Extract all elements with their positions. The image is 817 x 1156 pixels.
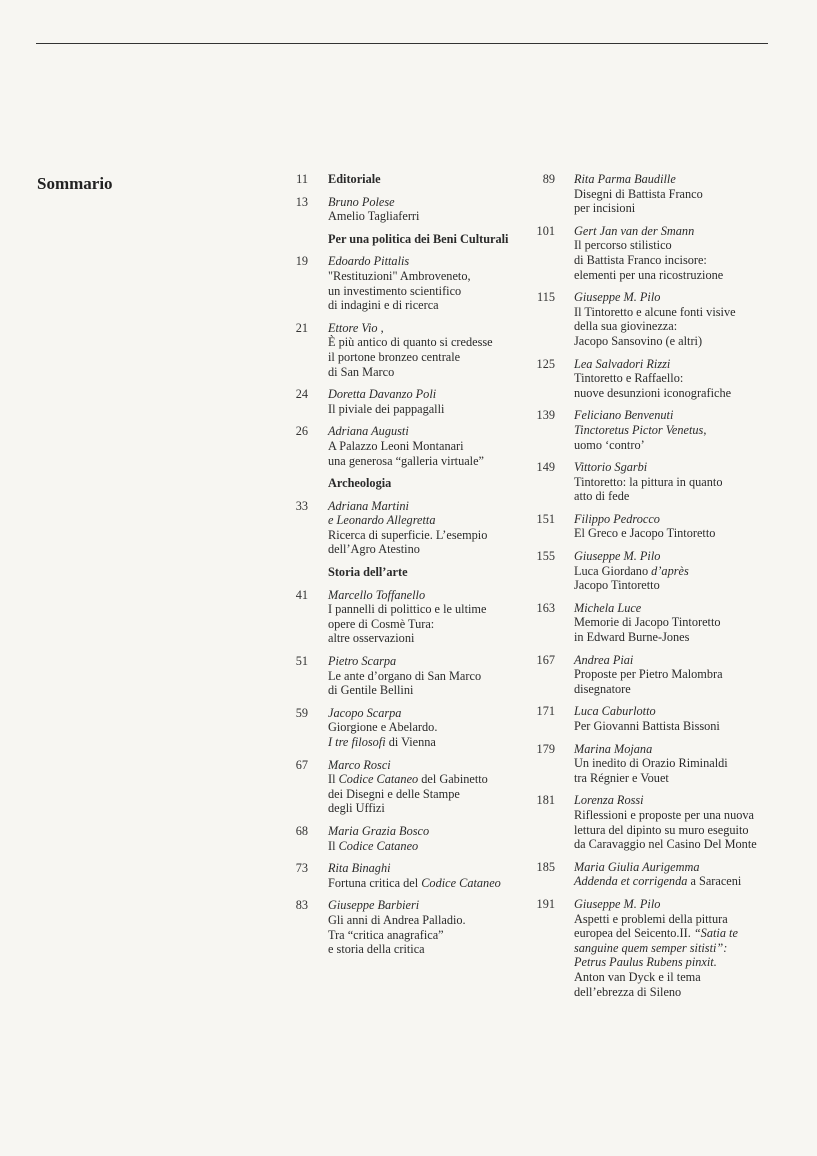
page-number: 149 bbox=[536, 460, 555, 475]
entry-title-line bbox=[328, 335, 522, 350]
entry-title-line bbox=[328, 942, 522, 957]
title-segment: Jacopo Sansovino (e altri) bbox=[574, 333, 703, 348]
title-segment: un investimento scientifico bbox=[328, 283, 462, 298]
title-segment: Il bbox=[328, 838, 339, 853]
entry-author: Adriana Martini bbox=[328, 498, 409, 513]
title-segment: del Gabinetto bbox=[418, 772, 488, 787]
page-number: 115 bbox=[537, 290, 555, 305]
entry-title-line bbox=[574, 837, 778, 852]
title-segment: per incisioni bbox=[574, 201, 636, 216]
toc-entry bbox=[528, 460, 778, 504]
title-segment: Fortuna critica del bbox=[328, 875, 422, 890]
toc-entry bbox=[528, 512, 778, 541]
toc-entry bbox=[528, 224, 778, 282]
page-number: 24 bbox=[295, 387, 308, 402]
title-segment: Tra “critica anagrafica” bbox=[328, 927, 444, 942]
title-segment: Jacopo Tintoretto bbox=[574, 578, 660, 593]
entry-title-line bbox=[574, 985, 778, 1000]
toc-entry bbox=[282, 758, 522, 816]
entry-author: Marina Mojana bbox=[574, 741, 653, 756]
entry-title-line bbox=[328, 669, 522, 684]
entry-title-line bbox=[574, 630, 778, 645]
title-segment: e storia della critica bbox=[328, 942, 425, 957]
title-segment: europea del Seicento.II. bbox=[574, 926, 694, 941]
entry-title-line bbox=[574, 201, 778, 216]
entry-title-line bbox=[574, 756, 778, 771]
page-number: 179 bbox=[536, 741, 555, 756]
entry-title-line bbox=[574, 682, 778, 697]
entry-title-line bbox=[328, 454, 522, 469]
entry-title-line bbox=[574, 667, 778, 682]
title-segment: di Vienna bbox=[385, 735, 436, 749]
title-segment: di Battista Franco incisore: bbox=[574, 252, 707, 267]
entry-author: Marco Rosci bbox=[328, 757, 391, 772]
entry-author: Giuseppe Barbieri bbox=[328, 898, 420, 913]
entry-author: Andrea Piai bbox=[574, 652, 634, 667]
entry-title-line bbox=[328, 839, 522, 854]
entry-author: Giuseppe M. Pilo bbox=[574, 896, 661, 911]
title-segment: dell’Agro Atestino bbox=[328, 542, 420, 557]
entry-title-line bbox=[574, 334, 778, 349]
entry-author: Pietro Scarpa bbox=[328, 654, 397, 669]
entry-title-line bbox=[574, 578, 778, 593]
title-segment: Editoriale bbox=[328, 172, 381, 186]
entry-title-line bbox=[574, 268, 778, 283]
toc-entry bbox=[282, 172, 522, 187]
title-segment: dell’ebrezza di Sileno bbox=[574, 984, 682, 999]
page-number: 67 bbox=[295, 757, 308, 772]
toc-entry bbox=[528, 897, 778, 999]
page-number: 163 bbox=[536, 600, 555, 615]
title-segment: atto di fede bbox=[574, 489, 630, 504]
page-number: 101 bbox=[536, 223, 555, 238]
page-number: 73 bbox=[295, 861, 308, 876]
entry-author: Vittorio Sgarbi bbox=[574, 460, 648, 475]
entry-author: Gert Jan van der Smann bbox=[574, 223, 695, 238]
title-segment: elementi per una ricostruzione bbox=[574, 267, 724, 282]
title-segment: in Edward Burne-Jones bbox=[574, 630, 690, 645]
section-heading: Storia dell’arte bbox=[328, 565, 408, 580]
entry-title-line bbox=[574, 423, 778, 438]
title-segment: Luca Giordano bbox=[574, 563, 652, 578]
top-rule bbox=[36, 43, 768, 44]
toc-entry bbox=[282, 861, 522, 890]
title-segment: d’après bbox=[651, 563, 689, 578]
entry-author: Adriana Augusti bbox=[328, 424, 409, 439]
title-segment: Petrus Paulus Rubens pinxit. bbox=[574, 955, 717, 970]
toc-entry bbox=[282, 195, 522, 224]
page-number: 151 bbox=[536, 511, 555, 526]
page-number: 19 bbox=[295, 254, 308, 269]
entry-title-line bbox=[328, 617, 522, 632]
entry-author: Rita Parma Baudille bbox=[574, 172, 676, 186]
title-segment: I tre filosofi bbox=[328, 735, 386, 749]
entry-author: Michela Luce bbox=[574, 600, 642, 615]
entry-title-line bbox=[574, 386, 778, 401]
entry-title-line bbox=[574, 615, 778, 630]
toc-entry bbox=[528, 408, 778, 452]
page-number: 59 bbox=[295, 705, 308, 720]
entry-title-line bbox=[574, 564, 778, 579]
title-segment: uomo ‘contro’ bbox=[574, 437, 645, 452]
title-segment: di indagini e di ricerca bbox=[328, 298, 439, 313]
title-segment: A Palazzo Leoni Montanari bbox=[328, 438, 464, 453]
entry-title-line bbox=[574, 823, 778, 838]
entry-title-line bbox=[574, 808, 778, 823]
entry-title-line bbox=[574, 438, 778, 453]
page-number: 21 bbox=[295, 320, 308, 335]
entry-title-line bbox=[328, 365, 522, 380]
entry-title-line bbox=[328, 528, 522, 543]
entry-author: Giuseppe M. Pilo bbox=[574, 290, 661, 305]
title-segment: della sua giovinezza: bbox=[574, 319, 678, 334]
title-segment: Per Giovanni Battista Bissoni bbox=[574, 719, 720, 733]
entry-title-line bbox=[574, 874, 778, 889]
entry-author: Giuseppe M. Pilo bbox=[574, 549, 661, 564]
entry-title-line bbox=[574, 238, 778, 253]
title-segment: È più antico di quanto si credesse bbox=[328, 335, 493, 350]
title-segment: Le ante d’organo di San Marco bbox=[328, 668, 482, 683]
page-title: Sommario bbox=[37, 174, 113, 193]
title-segment: Riflessioni e proposte per una nuova bbox=[574, 807, 754, 822]
entry-author: Filippo Pedrocco bbox=[574, 511, 660, 526]
toc-entry bbox=[282, 424, 522, 468]
title-segment: Addenda et corrigenda bbox=[574, 874, 688, 889]
entry-author: Maria Grazia Bosco bbox=[328, 823, 430, 838]
page-number: 181 bbox=[536, 793, 555, 808]
page-number: 125 bbox=[536, 356, 555, 371]
toc-entry bbox=[282, 706, 522, 750]
title-segment: dei Disegni e delle Stampe bbox=[328, 786, 460, 801]
page-number: 33 bbox=[295, 498, 308, 513]
entry-title-line bbox=[574, 371, 778, 386]
entry-title-line bbox=[574, 319, 778, 334]
entry-title-line bbox=[574, 253, 778, 268]
title-segment: Il piviale dei pappagalli bbox=[328, 401, 445, 416]
title-segment: altre osservazioni bbox=[328, 631, 415, 646]
title-segment: Gli anni di Andrea Palladio. bbox=[328, 912, 466, 927]
page-number: 13 bbox=[295, 194, 308, 209]
toc-entry bbox=[528, 601, 778, 645]
page-number: 167 bbox=[536, 652, 555, 667]
title-segment: Codice Cataneo bbox=[338, 772, 419, 787]
title-segment: I pannelli di polittico e le ultime bbox=[328, 602, 487, 617]
toc-entry bbox=[282, 898, 522, 956]
entry-title-line bbox=[328, 269, 522, 284]
entry-title-line bbox=[328, 928, 522, 943]
toc-entry bbox=[528, 704, 778, 733]
title-segment: Disegni di Battista Franco bbox=[574, 186, 703, 201]
contents-column-right bbox=[528, 172, 778, 1007]
title-segment: Codice Cataneo bbox=[421, 875, 501, 890]
title-segment: Memorie di Jacopo Tintoretto bbox=[574, 615, 721, 630]
toc-entry bbox=[528, 860, 778, 889]
entry-title-line bbox=[574, 475, 778, 490]
toc-entry bbox=[282, 654, 522, 698]
page-number: 171 bbox=[536, 704, 555, 719]
page-number: 83 bbox=[295, 898, 308, 913]
entry-author: Feliciano Benvenuti bbox=[574, 408, 674, 423]
title-segment: lettura del dipinto su muro eseguito bbox=[574, 822, 749, 837]
entry-title-line bbox=[328, 735, 522, 750]
entry-title-line bbox=[328, 631, 522, 646]
title-segment: Amelio Tagliaferri bbox=[328, 209, 420, 224]
toc-entry bbox=[282, 321, 522, 379]
title-segment: da Caravaggio nel Casino Del Monte bbox=[574, 837, 757, 852]
entry-author: Marcello Toffanello bbox=[328, 587, 426, 602]
entry-author: Ettore Vio , bbox=[328, 320, 384, 335]
toc-entry bbox=[282, 499, 522, 557]
page-number: 89 bbox=[542, 172, 555, 186]
section-heading: Archeologia bbox=[328, 476, 392, 491]
contents-column-left bbox=[282, 172, 522, 965]
title-segment: Il bbox=[328, 772, 339, 787]
page-number: 26 bbox=[295, 424, 308, 439]
title-segment: Codice Cataneo bbox=[338, 838, 419, 853]
entry-author: e Leonardo Allegretta bbox=[328, 513, 436, 528]
title-segment: “Satia te bbox=[693, 926, 738, 941]
entry-author: Maria Giulia Aurigemma bbox=[574, 859, 700, 874]
entry-title-line bbox=[328, 298, 522, 313]
entry-author: Jacopo Scarpa bbox=[328, 705, 402, 720]
title-segment: Un inedito di Orazio Riminaldi bbox=[574, 756, 728, 771]
page-number: 51 bbox=[295, 654, 308, 669]
entry-author: Doretta Davanzo Poli bbox=[328, 387, 437, 402]
entry-title-line bbox=[574, 970, 778, 985]
title-segment: disegnatore bbox=[574, 681, 631, 696]
page-number: 68 bbox=[295, 823, 308, 838]
title-segment: Tintoretto: la pittura in quanto bbox=[574, 474, 723, 489]
title-segment: Anton van Dyck e il tema bbox=[574, 969, 701, 984]
title-segment: "Restituzioni" Ambroveneto, bbox=[328, 268, 471, 283]
entry-title-line bbox=[328, 209, 522, 224]
entry-author: Rita Binaghi bbox=[328, 861, 391, 876]
entry-title-line bbox=[574, 955, 778, 970]
entry-title-line bbox=[574, 187, 778, 202]
title-segment: degli Uffizi bbox=[328, 801, 385, 816]
title-segment: di San Marco bbox=[328, 364, 395, 379]
toc-entry bbox=[528, 742, 778, 786]
entry-title-line bbox=[328, 542, 522, 557]
toc-entry bbox=[528, 357, 778, 401]
title-segment: il portone bronzeo centrale bbox=[328, 349, 461, 364]
toc-entry bbox=[528, 172, 778, 216]
entry-title-line bbox=[574, 941, 778, 956]
entry-title-line bbox=[328, 772, 522, 787]
title-segment: Tintoretto e Raffaello: bbox=[574, 371, 684, 386]
entry-author: Edoardo Pittalis bbox=[328, 254, 410, 269]
page-number: 185 bbox=[536, 859, 555, 874]
entry-title-line bbox=[328, 402, 522, 417]
title-segment: Aspetti e problemi della pittura bbox=[574, 911, 728, 926]
entry-title-line bbox=[328, 801, 522, 816]
entry-title-line bbox=[328, 172, 522, 187]
title-segment: El Greco e Jacopo Tintoretto bbox=[574, 526, 716, 541]
entry-title-line bbox=[328, 720, 522, 735]
toc-entry bbox=[282, 387, 522, 416]
entry-title-line bbox=[574, 489, 778, 504]
entry-title-line bbox=[574, 926, 778, 941]
toc-entry bbox=[282, 588, 522, 646]
entry-title-line bbox=[574, 719, 778, 734]
page-number: 11 bbox=[296, 172, 308, 186]
entry-title-line bbox=[328, 350, 522, 365]
page-number: 155 bbox=[536, 549, 555, 564]
entry-title-line bbox=[328, 683, 522, 698]
entry-title-line bbox=[328, 913, 522, 928]
entry-title-line bbox=[574, 912, 778, 927]
entry-title-line bbox=[328, 439, 522, 454]
title-segment: Ricerca di superficie. L’esempio bbox=[328, 527, 488, 542]
section-heading: Per una politica dei Beni Culturali bbox=[328, 231, 509, 246]
entry-title-line bbox=[574, 305, 778, 320]
title-segment: , bbox=[703, 422, 707, 437]
title-segment: Tinctoretus Pictor Venetus bbox=[574, 422, 704, 437]
entry-author: Lea Salvadori Rizzi bbox=[574, 356, 671, 371]
toc-entry bbox=[528, 549, 778, 593]
page-number: 191 bbox=[536, 896, 555, 911]
title-segment: tra Régnier e Vouet bbox=[574, 770, 669, 785]
entry-author: Lorenza Rossi bbox=[574, 793, 644, 808]
title-segment: Giorgione e Abelardo. bbox=[328, 720, 438, 735]
entry-title-line bbox=[574, 526, 778, 541]
page-number: 41 bbox=[295, 587, 308, 602]
title-segment: Il percorso stilistico bbox=[574, 238, 672, 253]
toc-entry bbox=[528, 793, 778, 851]
entry-title-line bbox=[328, 284, 522, 299]
entry-title-line bbox=[328, 602, 522, 617]
title-segment: Il Tintoretto e alcune fonti visive bbox=[574, 304, 736, 319]
entry-title-line bbox=[328, 876, 522, 891]
title-segment: una generosa “galleria virtuale” bbox=[328, 453, 485, 468]
title-segment: sanguine quem semper sitisti”: bbox=[574, 940, 728, 955]
entry-author: Bruno Polese bbox=[328, 194, 395, 209]
toc-entry bbox=[528, 290, 778, 348]
entry-title-line bbox=[328, 787, 522, 802]
toc-entry bbox=[282, 254, 522, 312]
entry-title-line bbox=[574, 771, 778, 786]
title-segment: a Saraceni bbox=[687, 874, 742, 889]
entry-author: Luca Caburlotto bbox=[574, 704, 656, 719]
title-segment: Proposte per Pietro Malombra bbox=[574, 667, 723, 682]
page-number: 139 bbox=[536, 408, 555, 423]
title-segment: nuove desunzioni iconografiche bbox=[574, 385, 732, 400]
title-segment: opere di Cosmè Tura: bbox=[328, 616, 435, 631]
toc-entry bbox=[282, 824, 522, 853]
toc-entry bbox=[528, 653, 778, 697]
title-segment: di Gentile Bellini bbox=[328, 683, 414, 698]
